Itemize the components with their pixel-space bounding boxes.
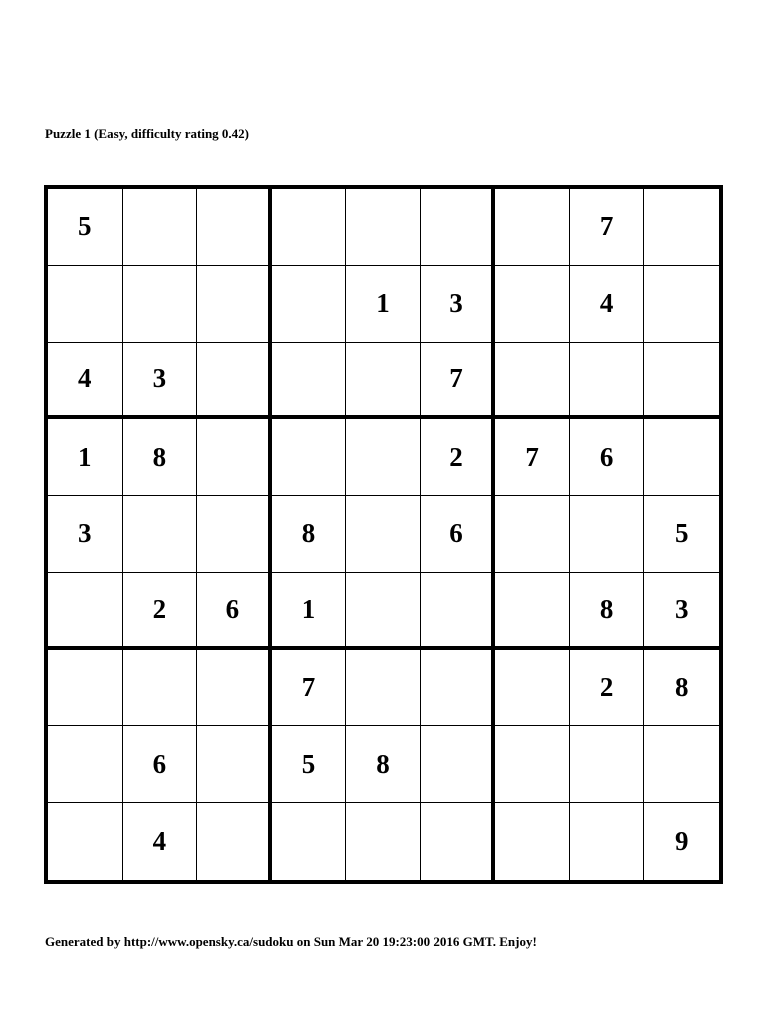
sudoku-cell <box>197 189 272 266</box>
sudoku-cell <box>644 343 719 420</box>
sudoku-cell <box>421 803 496 880</box>
sudoku-cell: 8 <box>644 650 719 727</box>
sudoku-cell <box>48 726 123 803</box>
footer-text: Generated by http://www.opensky.ca/sudoku on Sun Mar 20 19:23:00 2016 GMT. Enjoy! <box>45 934 537 949</box>
sudoku-cell <box>123 650 198 727</box>
sudoku-cell: 5 <box>48 189 123 266</box>
sudoku-cell <box>197 266 272 343</box>
sudoku-cell <box>495 189 570 266</box>
sudoku-cell <box>570 726 645 803</box>
sudoku-cell <box>197 343 272 420</box>
sudoku-cell <box>421 650 496 727</box>
sudoku-cell: 5 <box>644 496 719 573</box>
sudoku-cell <box>644 419 719 496</box>
sudoku-cell <box>421 726 496 803</box>
sudoku-grid <box>44 185 723 884</box>
sudoku-cell: 2 <box>421 419 496 496</box>
sudoku-cell: 8 <box>123 419 198 496</box>
sudoku-cell <box>346 803 421 880</box>
sudoku-cell <box>197 650 272 727</box>
sudoku-cell <box>48 650 123 727</box>
sudoku-cell <box>272 803 347 880</box>
sudoku-cell <box>197 419 272 496</box>
sudoku-cell: 8 <box>272 496 347 573</box>
sudoku-cell <box>495 496 570 573</box>
sudoku-cell <box>48 573 123 650</box>
sudoku-cell: 3 <box>421 266 496 343</box>
sudoku-cell <box>346 496 421 573</box>
sudoku-cell: 6 <box>123 726 198 803</box>
sudoku-cell: 1 <box>272 573 347 650</box>
sudoku-cell <box>644 266 719 343</box>
sudoku-cell: 6 <box>197 573 272 650</box>
sudoku-cell <box>421 573 496 650</box>
sudoku-cell: 3 <box>123 343 198 420</box>
sudoku-cell <box>495 573 570 650</box>
sudoku-cell: 3 <box>48 496 123 573</box>
sudoku-cell <box>644 726 719 803</box>
sudoku-cell <box>123 189 198 266</box>
sudoku-cell: 4 <box>570 266 645 343</box>
sudoku-cell <box>495 726 570 803</box>
sudoku-cell <box>421 189 496 266</box>
sudoku-cell <box>346 650 421 727</box>
sudoku-cell <box>123 266 198 343</box>
sudoku-cell: 4 <box>123 803 198 880</box>
sudoku-cell <box>272 189 347 266</box>
sudoku-cell: 1 <box>48 419 123 496</box>
sudoku-cell <box>346 343 421 420</box>
sudoku-cell: 1 <box>346 266 421 343</box>
sudoku-cell: 7 <box>495 419 570 496</box>
sudoku-cell <box>644 189 719 266</box>
sudoku-cell <box>570 803 645 880</box>
sudoku-cell: 7 <box>570 189 645 266</box>
sudoku-cell <box>495 343 570 420</box>
sudoku-cell <box>197 496 272 573</box>
sudoku-cell <box>495 266 570 343</box>
sudoku-cell: 8 <box>570 573 645 650</box>
sudoku-cell <box>346 189 421 266</box>
sudoku-cell <box>495 650 570 727</box>
sudoku-cell <box>272 266 347 343</box>
sudoku-cell: 5 <box>272 726 347 803</box>
sudoku-cell <box>197 803 272 880</box>
sudoku-cell <box>197 726 272 803</box>
sudoku-cell: 6 <box>421 496 496 573</box>
sudoku-cell <box>48 266 123 343</box>
sudoku-cell: 3 <box>644 573 719 650</box>
sudoku-cell: 8 <box>346 726 421 803</box>
sudoku-cell: 7 <box>272 650 347 727</box>
sudoku-cell <box>346 419 421 496</box>
sudoku-cell <box>346 573 421 650</box>
sudoku-cell <box>48 803 123 880</box>
sudoku-cell: 7 <box>421 343 496 420</box>
sudoku-cell: 4 <box>48 343 123 420</box>
sudoku-cell: 9 <box>674 826 689 857</box>
sudoku-cell: 6 <box>570 419 645 496</box>
puzzle-title: Puzzle 1 (Easy, difficulty rating 0.42) <box>45 126 250 141</box>
sudoku-cell: 2 <box>570 650 645 727</box>
sudoku-cell: 2 <box>123 573 198 650</box>
sudoku-cell <box>570 343 645 420</box>
sudoku-cell <box>123 496 198 573</box>
sudoku-cell <box>570 496 645 573</box>
sudoku-cell <box>272 343 347 420</box>
sudoku-cell <box>272 419 347 496</box>
sudoku-cell <box>495 803 570 880</box>
